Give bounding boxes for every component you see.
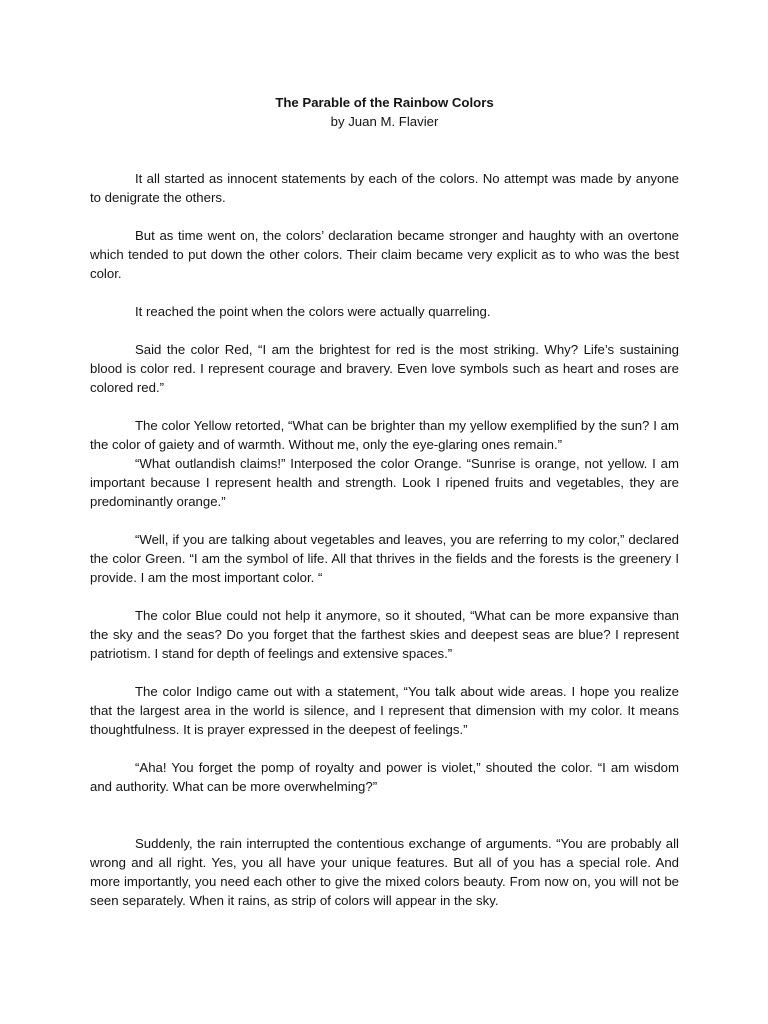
- document-byline: by Juan M. Flavier: [330, 114, 439, 129]
- paragraph-7: “Well, if you are talking about vegetables and leaves, you are referring to my color,” declared the color Green. “I am the symbol of life. All that thrives in the fields and the forests is the greenery I provide. I am the most important color. “: [90, 532, 679, 585]
- paragraph-2: But as time went on, the colors’ declaration became stronger and haughty with an overtone which tended to put down the other colors. Their claim became very explicit as to who was the best color.: [90, 228, 679, 281]
- paragraph-8: The color Blue could not help it anymore, so it shouted, “What can be more expansive than the sky and the seas? Do you forget that the farthest skies and deepest seas are blue? I represent patriotism. I stand for depth of feelings and extensive spaces.”: [90, 608, 679, 661]
- paragraph-6: “What outlandish claims!” Interposed the color Orange. “Sunrise is orange, not yellow. I am important because I represent health and strength. Look I ripened fruits and vegetables, they are predominantly orange.”: [90, 456, 679, 509]
- paragraph-10: “Aha! You forget the pomp of royalty and power is violet,” shouted the color. “I am wisdom and authority. What can be more overwhelming?”: [90, 760, 679, 794]
- paragraph-5: The color Yellow retorted, “What can be brighter than my yellow exemplified by the sun? I am the color of gaiety and of warmth. Without me, only the eye-glaring ones remain.”: [90, 418, 679, 452]
- paragraph-3: It reached the point when the colors were actually quarreling.: [135, 304, 491, 319]
- paragraph-9: The color Indigo came out with a statement, “You talk about wide areas. I hope you realize that the largest area in the world is silence, and I represent that dimension with my color. It means thoughtfulness. It is prayer expressed in the deepest of feelings.”: [90, 684, 679, 737]
- paragraph-11: Suddenly, the rain interrupted the contentious exchange of arguments. “You are probably all wrong and all right. Yes, you all have your unique features. But all of you has a special role. And more importantly, you need each other to give the mixed colors beauty. From now on, you will not be seen separately. When it rains, as strip of colors will appear in the sky.: [90, 836, 679, 908]
- document-title: The Parable of the Rainbow Colors: [275, 95, 494, 110]
- paragraph-4: Said the color Red, “I am the brightest for red is the most striking. Why? Life’s sustaining blood is color red. I represent courage and bravery. Even love symbols such as heart and roses are colored red.”: [90, 342, 679, 395]
- paragraph-1: It all started as innocent statements by each of the colors. No attempt was made by anyone to denigrate the others.: [90, 171, 679, 205]
- document-page: [90, 94, 679, 910]
